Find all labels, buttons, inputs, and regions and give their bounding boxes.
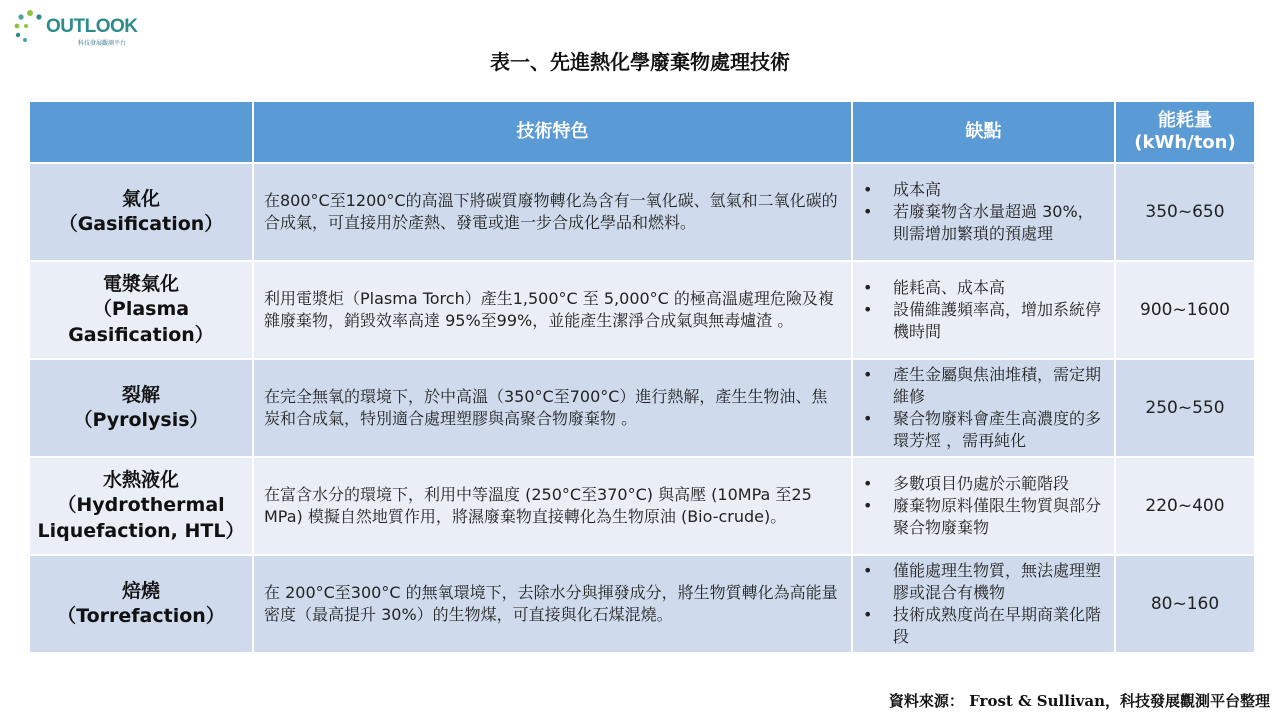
leaf-dots-icon <box>12 8 48 44</box>
outlook-logo <box>12 6 152 50</box>
header-energy: 能耗量 (kWh/ton) <box>1115 101 1255 163</box>
tech-name-zh: 裂解 <box>121 383 160 406</box>
cons-item: • 設備維護頻率高，增加系統停機時間 <box>853 299 1106 343</box>
tech-name-en: （Hydrothermal Liquefaction, HTL） <box>37 494 245 542</box>
tech-features: 在800°C至1200°C的高溫下將碳質廢物轉化為含有一氧化碳、氫氣和二氧化碳的合成氣，可直接用於產熱、發電或進一步合成化學品和燃料。 <box>253 163 852 261</box>
tech-cons <box>852 359 1115 457</box>
cons-item: • 多數項目仍處於示範階段 <box>853 473 1106 495</box>
cons-item: • 廢棄物原料僅限生物質與部分聚合物廢棄物 <box>853 495 1106 539</box>
tech-name <box>29 359 253 457</box>
tech-cons <box>852 457 1115 555</box>
cons-item: • 技術成熟度尚在早期商業化階段 <box>853 604 1106 648</box>
tech-features: 利用電漿炬（Plasma Torch）產生1,500°C 至 5,000°C 的極高溫處理危險及複雜廢棄物，銷毀效率高達 95%至99%，並能產生潔淨合成氣與無毒爐渣 。 <box>253 261 852 359</box>
tech-cons <box>852 555 1115 653</box>
header-features: 技術特色 <box>253 101 852 163</box>
cons-item: • 能耗高、成本高 <box>853 277 1106 299</box>
cons-item: • 若廢棄物含水量超過 30%，則需增加繁瑣的預處理 <box>853 201 1106 245</box>
tech-name-zh: 氣化 <box>121 187 160 210</box>
tech-name-en: （Plasma Gasification） <box>68 298 214 346</box>
tech-energy: 900~1600 <box>1115 261 1255 359</box>
table-row <box>29 261 1255 359</box>
table-row <box>29 457 1255 555</box>
tech-name-en: （Gasification） <box>58 213 224 235</box>
source-note <box>889 690 1270 711</box>
tech-name <box>29 261 253 359</box>
tech-energy: 350~650 <box>1115 163 1255 261</box>
technology-table <box>28 100 1256 654</box>
source-prefix: 資料來源： <box>888 692 964 710</box>
tech-energy: 250~550 <box>1115 359 1255 457</box>
tech-energy: 80~160 <box>1115 555 1255 653</box>
tech-name-zh: 水熱液化 <box>102 469 179 492</box>
header-name <box>29 101 253 163</box>
tech-name-en: （Torrefaction） <box>57 605 225 627</box>
page-title: 表一、先進熱化學廢棄物處理技術 <box>490 50 790 74</box>
logo-subtitle: 科技發展觀測平台 <box>78 40 127 47</box>
table-row <box>29 359 1255 457</box>
cons-item: • 聚合物廢料會產生高濃度的多環芳烴 ，需再純化 <box>853 408 1106 452</box>
source-suffix: ，科技發展觀測平台整理 <box>1104 692 1270 710</box>
tech-name <box>29 457 253 555</box>
cons-item: • 成本高 <box>853 179 1106 201</box>
source-org: Frost & Sullivan <box>969 692 1105 710</box>
tech-cons <box>852 163 1115 261</box>
cons-item: • 產生金屬與焦油堆積，需定期維修 <box>853 364 1106 408</box>
tech-name-en: （Pyrolysis） <box>73 409 209 431</box>
table-header-row <box>29 101 1255 163</box>
cons-item: • 僅能處理生物質，無法處理塑膠或混合有機物 <box>853 560 1106 604</box>
tech-cons <box>852 261 1115 359</box>
tech-name <box>29 163 253 261</box>
tech-features: 在 200°C至300°C 的無氧環境下，去除水分與揮發成分，將生物質轉化為高能量密度（最高提升 30%）的生物煤，可直接與化石煤混燒。 <box>253 555 852 653</box>
tech-name <box>29 555 253 653</box>
table-row <box>29 555 1255 653</box>
tech-name-zh: 焙燒 <box>121 579 160 602</box>
tech-features: 在富含水分的環境下，利用中等溫度 (250°C至370°C) 與高壓 (10MPa 至25 MPa) 模擬自然地質作用，將濕廢棄物直接轉化為生物原油 (Bio-crude)。 <box>253 457 852 555</box>
header-cons: 缺點 <box>852 101 1115 163</box>
tech-features: 在完全無氧的環境下，於中高溫（350°C至700°C）進行熱解，產生生物油、焦炭和合成氣，特別適合處理塑膠與高聚合物廢棄物 。 <box>253 359 852 457</box>
logo-text: OUTLOOK <box>46 16 138 37</box>
table-row <box>29 163 1255 261</box>
tech-energy: 220~400 <box>1115 457 1255 555</box>
tech-name-zh: 電漿氣化 <box>102 273 179 296</box>
